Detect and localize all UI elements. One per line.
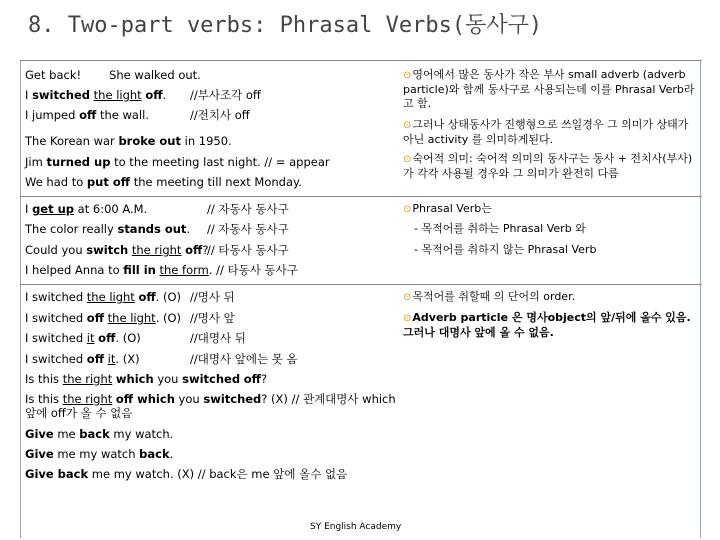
s1-line2-comment: //부사조각 off: [190, 88, 261, 102]
s1-line3: I jumped off the wall.: [25, 108, 149, 122]
s1-line1: Get back! She walked out.: [25, 68, 201, 82]
s2-line2: The color really stands out.: [25, 222, 191, 236]
bullet-icon: ⊙: [403, 313, 412, 324]
s2-line1-comment: // 자동사 동사구: [207, 202, 289, 216]
note-intransitive: - 목적어를 취하지 않는 Phrasal Verb: [414, 243, 597, 256]
s3-line8: Give me back my watch.: [25, 427, 174, 441]
right-border: [700, 60, 701, 538]
s1-line3-comment: //전치사 off: [190, 108, 250, 122]
note-transitive: - 목적어를 취하는 Phrasal Verb 와: [414, 222, 586, 235]
s1-line5: Jim turned up to the meeting last night. // = appear: [25, 155, 330, 169]
s3-line1-comment: //명사 뒤: [190, 290, 235, 304]
s3-line9: Give me my watch back.: [25, 447, 174, 461]
bullet-icon: ⊙: [403, 204, 412, 215]
bullet-icon: ⊙: [403, 70, 412, 81]
s3-line2-comment: //명사 앞: [190, 311, 235, 325]
s3-line5: Is this the right which you switched off?: [25, 372, 268, 386]
s3-line7: 앞에 off가 올 수 없음: [25, 406, 133, 420]
divider-2: [20, 284, 702, 285]
s3-line6: Is this the right off which you switched? (X) // 관계대명사 which: [25, 392, 396, 406]
note-phrasal-verb-def: ⊙영어에서 많은 동사가 작은 부사 small adverb (adverb particle)와 함께 동사구로 사용되는데 이를 Phrasal Verb라고 함.: [403, 68, 695, 110]
footer-academy: SY English Academy: [310, 522, 402, 532]
s1-line4: The Korean war broke out in 1950.: [25, 134, 232, 148]
s3-line4-comment: //대명사 앞에는 못 옴: [190, 352, 298, 366]
divider-1: [20, 196, 702, 197]
note-phrasal-verb-types: ⊙Phrasal Verb는: [403, 202, 492, 215]
s2-line4: I helped Anna to fill in the form. // 타동사 동사구: [25, 263, 298, 277]
s2-line3-comment: // 타동사 동사구: [207, 243, 289, 257]
note-idiomatic: ⊙숙어적 의미: 숙어적 의미의 동사구는 동사 + 전치사(부사)가 각각 사용될 경우와 그 의미가 완전히 다름: [403, 152, 693, 180]
s2-line3: Could you switch the right off?: [25, 243, 209, 257]
bullet-icon: ⊙: [403, 292, 412, 303]
s3-line4: I switched off it. (X): [25, 352, 140, 366]
s3-line2: I switched off the light. (O): [25, 311, 182, 325]
divider-top: [20, 60, 702, 61]
s1-line2: I switched the light off.: [25, 88, 167, 102]
page-title: 8. Two-part verbs: Phrasal Verbs(동사구): [28, 13, 543, 38]
s2-line1: I get up at 6:00 A.M.: [25, 202, 148, 216]
s2-line2-comment: // 자동사 동사구: [207, 222, 289, 236]
note-adverb-particle: ⊙Adverb particle 은 명사object의 앞/뒤에 올수 있음. 그러나 대명사 앞에 올 수 없음.: [403, 311, 691, 339]
note-word-order: ⊙목적어를 취할때 의 단어의 order.: [403, 290, 576, 303]
s3-line3-comment: //대명사 뒤: [190, 331, 246, 345]
left-border: [20, 60, 21, 538]
s3-line3: I switched it off. (O): [25, 331, 141, 345]
s1-line6: We had to put off the meeting till next Monday.: [25, 175, 302, 189]
s3-line10: Give back me my watch. (X) // back은 me 앞에 올수 없음: [25, 467, 348, 481]
note-state-verb: ⊙그러나 상태동사가 진행형으로 쓰일경우 그 의미가 상태가 아닌 activity 를 의미하게된다.: [403, 118, 689, 146]
bullet-icon: ⊙: [403, 154, 412, 165]
bullet-icon: ⊙: [403, 120, 412, 131]
s3-line1: I switched the light off. (O): [25, 290, 182, 304]
